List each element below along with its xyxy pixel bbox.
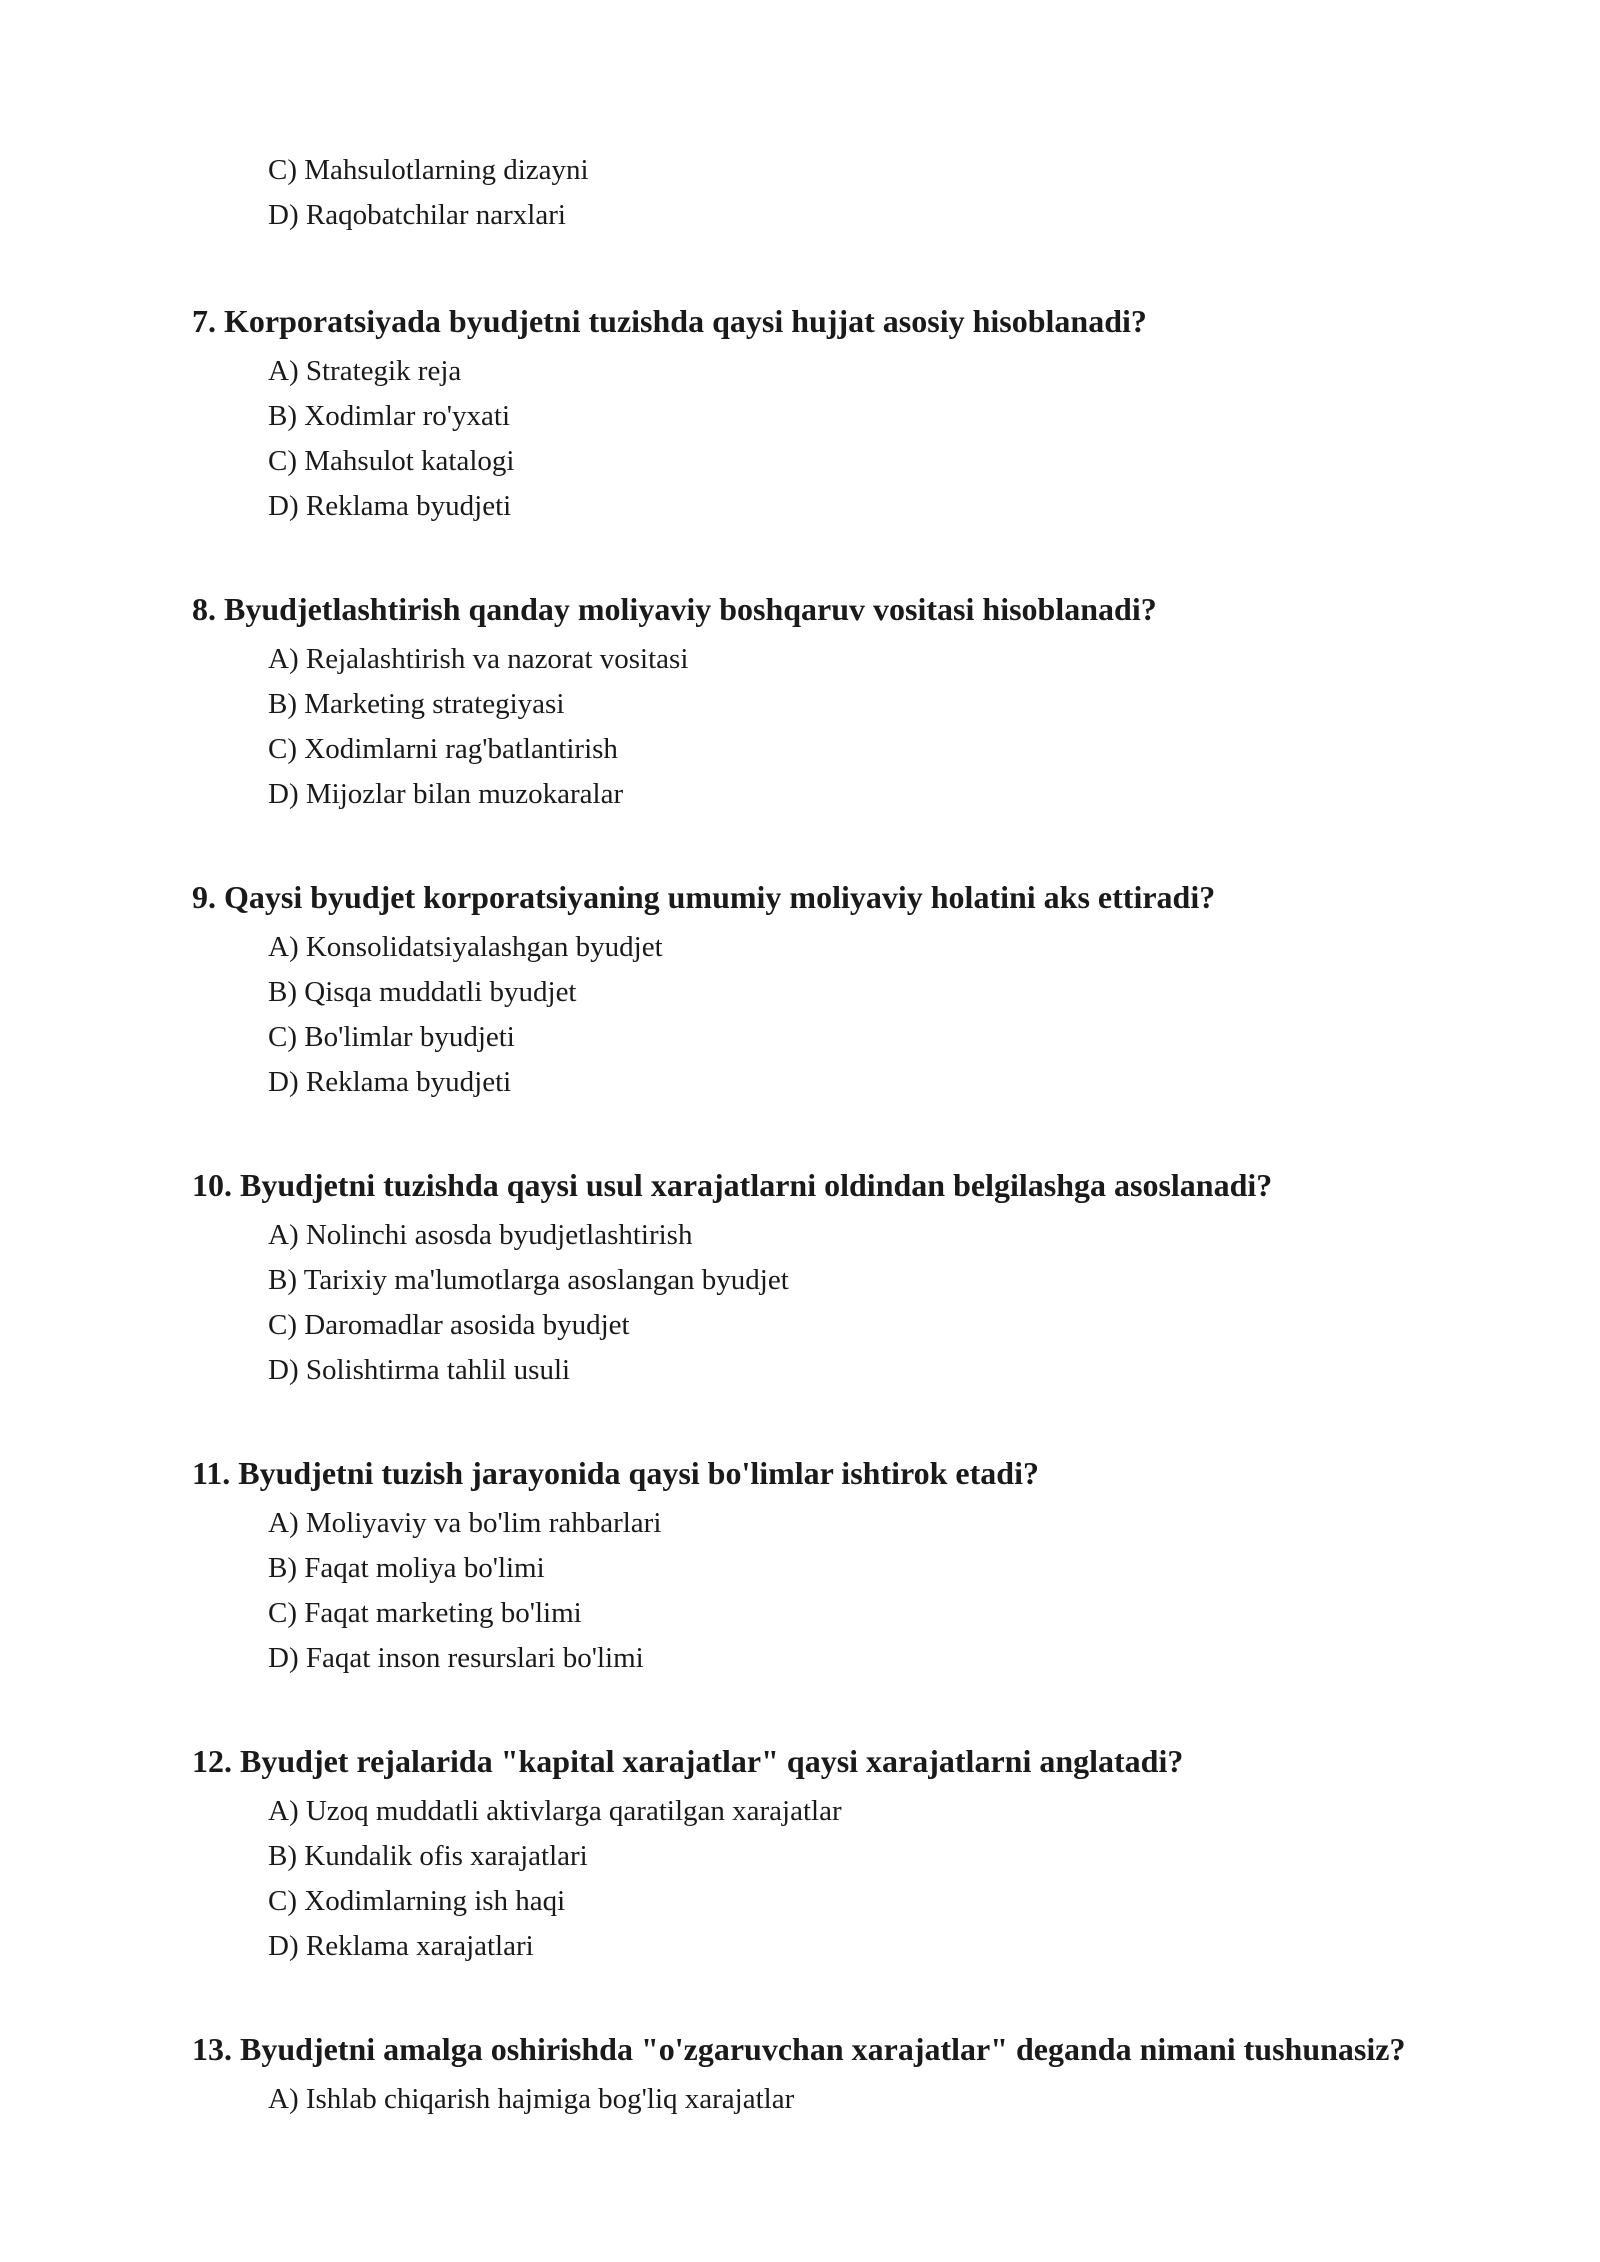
option-a: A) Uzoq muddatli aktivlarga qaratilgan xarajatlar bbox=[268, 1795, 842, 1827]
option-c: C) Mahsulotlarning dizayni bbox=[268, 154, 589, 186]
question-title: 12. Byudjet rejalarida "kapital xarajatlar" qaysi xarajatlarni anglatadi? bbox=[192, 1743, 1184, 1779]
question-title: 10. Byudjetni tuzishda qaysi usul xarajatlarni oldindan belgilashga asoslanadi? bbox=[192, 1167, 1273, 1203]
option-a: A) Strategik reja bbox=[268, 355, 462, 387]
option-a: A) Rejalashtirish va nazorat vositasi bbox=[268, 643, 689, 675]
question-title: 13. Byudjetni amalga oshirishda "o'zgaruvchan xarajatlar" deganda nimani tushunasiz? bbox=[192, 2031, 1406, 2067]
option-a: A) Ishlab chiqarish hajmiga bog'liq xarajatlar bbox=[268, 2083, 795, 2115]
option-a: A) Nolinchi asosda byudjetlashtirish bbox=[268, 1219, 693, 1251]
option-b: B) Marketing strategiyasi bbox=[268, 688, 565, 720]
option-a: A) Konsolidatsiyalashgan byudjet bbox=[268, 931, 663, 963]
option-d: D) Reklama byudjeti bbox=[268, 490, 512, 522]
option-d: D) Faqat inson resurslari bo'limi bbox=[268, 1642, 644, 1674]
option-b: B) Tarixiy ma'lumotlarga asoslangan byudjet bbox=[268, 1264, 789, 1296]
option-b: B) Faqat moliya bo'limi bbox=[268, 1552, 545, 1584]
option-b: B) Kundalik ofis xarajatlari bbox=[268, 1840, 588, 1872]
option-c: C) Daromadlar asosida byudjet bbox=[268, 1309, 630, 1341]
option-d: D) Solishtirma tahlil usuli bbox=[268, 1354, 571, 1386]
option-a: A) Moliyaviy va bo'lim rahbarlari bbox=[268, 1507, 662, 1539]
option-c: C) Faqat marketing bo'limi bbox=[268, 1597, 582, 1629]
option-c: C) Mahsulot katalogi bbox=[268, 445, 515, 477]
option-c: C) Xodimlarning ish haqi bbox=[268, 1885, 566, 1917]
option-c: C) Xodimlarni rag'batlantirish bbox=[268, 733, 618, 765]
option-b: B) Qisqa muddatli byudjet bbox=[268, 976, 577, 1008]
question-title: 9. Qaysi byudjet korporatsiyaning umumiy moliyaviy holatini aks ettiradi? bbox=[192, 879, 1216, 915]
question-title: 7. Korporatsiyada byudjetni tuzishda qaysi hujjat asosiy hisoblanadi? bbox=[192, 303, 1147, 339]
option-c: C) Bo'limlar byudjeti bbox=[268, 1021, 515, 1053]
option-b: B) Xodimlar ro'yxati bbox=[268, 400, 511, 432]
option-d: D) Reklama byudjeti bbox=[268, 1066, 512, 1098]
option-d: D) Mijozlar bilan muzokaralar bbox=[268, 778, 624, 810]
option-d: D) Raqobatchilar narxlari bbox=[268, 199, 566, 231]
option-d: D) Reklama xarajatlari bbox=[268, 1930, 534, 1962]
question-title: 8. Byudjetlashtirish qanday moliyaviy boshqaruv vositasi hisoblanadi? bbox=[192, 591, 1157, 627]
question-title: 11. Byudjetni tuzish jarayonida qaysi bo'limlar ishtirok etadi? bbox=[192, 1455, 1039, 1491]
